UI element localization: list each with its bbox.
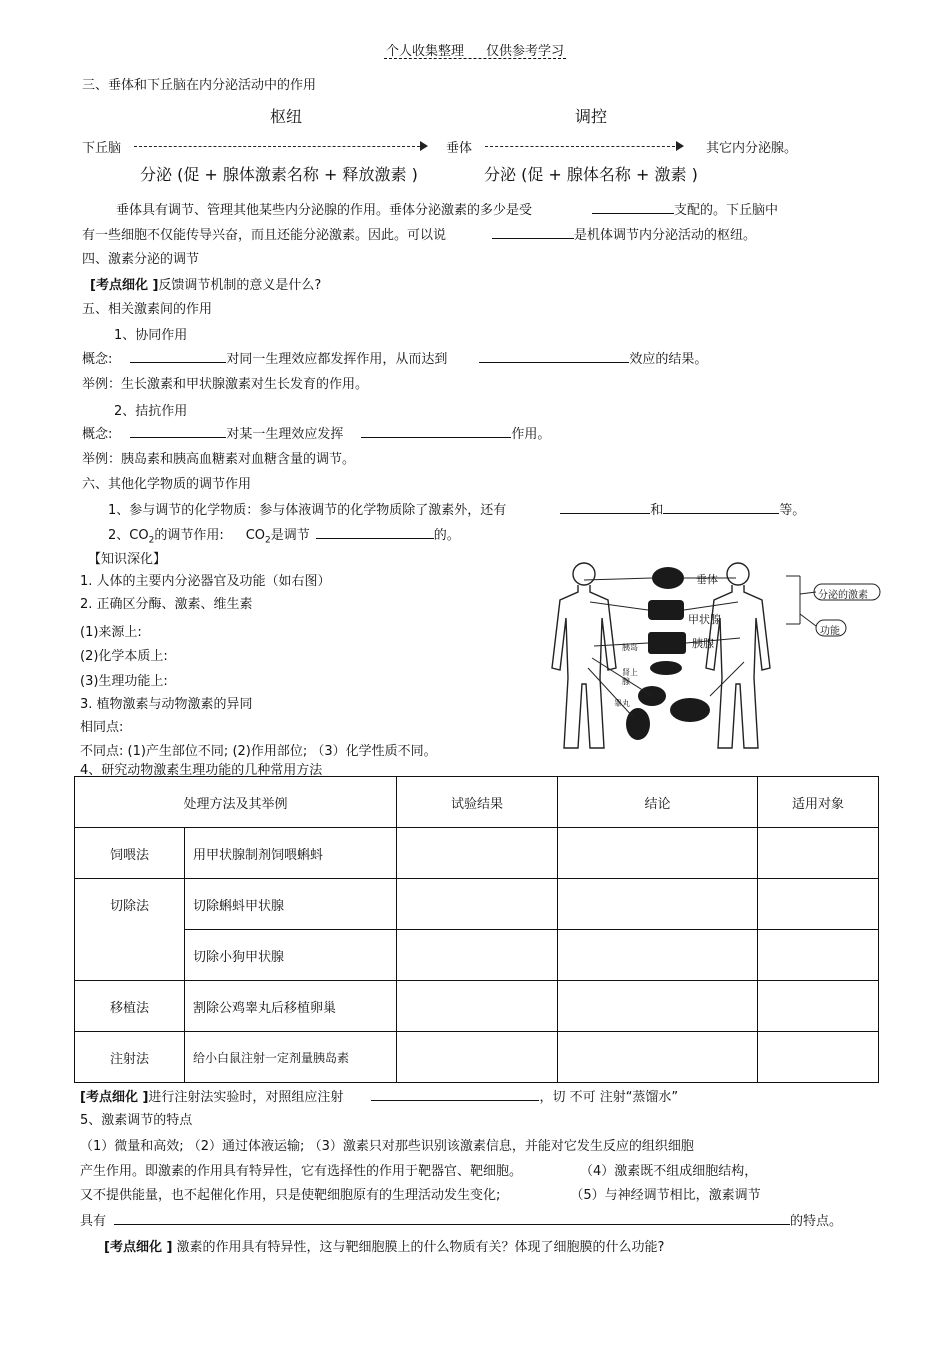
conclusion-cell[interactable] <box>558 981 758 1032</box>
result-cell[interactable] <box>397 879 558 930</box>
label-islet: 胰岛 <box>622 643 638 652</box>
answer-blank[interactable] <box>479 348 629 363</box>
example-cell: 切除小狗甲状腺 <box>185 930 397 981</box>
deep-5: (3)生理功能上: <box>80 674 168 689</box>
methods-table <box>74 776 879 1083</box>
example-cell: 给小白鼠注射一定剂量胰岛素 <box>185 1032 397 1083</box>
antagonism-example: 举例：胰岛素和胰高血糖素对血糖含量的调节。 <box>82 452 356 467</box>
antagonism-concept: 概念: 对某一生理效应发挥 作用。 <box>82 423 550 442</box>
table-row <box>75 930 879 981</box>
section-5-title: 五、相关激素间的作用 <box>82 302 213 317</box>
paragraph-line-1: 垂体具有调节、管理其他某些内分泌腺的作用。垂体分泌激素的多少是受 支配的。下丘脑中 <box>116 199 778 218</box>
example-cell: 割除公鸡睾丸后移植卵巢 <box>185 981 397 1032</box>
section-6-title: 六、其他化学物质的调节作用 <box>82 477 252 492</box>
subject-cell[interactable] <box>758 981 879 1032</box>
label-thyroid: 甲状腺 <box>688 613 721 626</box>
header-result: 试验结果 <box>397 777 558 828</box>
features-line-1: （1）微量和高效; （2）通过体液运输; （3）激素只对那些识别该激素信息，并能对它发生反应的组织细胞 <box>80 1139 694 1154</box>
label-regulate: 调控 <box>575 107 608 126</box>
result-cell[interactable] <box>397 828 558 879</box>
flow-arrow-2 <box>485 146 675 147</box>
deep-6: 3. 植物激素与动物激素的异同 <box>80 697 253 712</box>
features-title: 5、激素调节的特点 <box>80 1113 193 1128</box>
table-row <box>75 828 879 879</box>
header-conclusion: 结论 <box>558 777 758 828</box>
label-pancreas: 胰腺 <box>692 637 714 650</box>
section-3-title: 三、垂体和下丘脑在内分泌活动中的作用 <box>82 78 317 93</box>
answer-blank[interactable] <box>592 199 674 214</box>
deep-title: 【知识深化】 <box>88 552 167 567</box>
result-cell[interactable] <box>397 930 558 981</box>
table-row <box>75 1032 879 1083</box>
subject-cell[interactable] <box>758 879 879 930</box>
left-body-outline <box>552 563 616 748</box>
paragraph-line-2: 有一些细胞不仅能传导兴奋，而且还能分泌激素。因此。可以说 是机体调节内分泌活动的枢纽。 <box>82 224 756 243</box>
answer-blank[interactable] <box>560 499 650 514</box>
deep-4: (2)化学本质上: <box>80 649 168 664</box>
deep-7: 相同点: <box>80 720 124 735</box>
example-cell: 用甲状腺制剂饲喂蝌蚪 <box>185 828 397 879</box>
deep-1: 1. 人体的主要内分泌器官及功能（如右图） <box>80 574 331 589</box>
answer-blank[interactable] <box>316 524 434 539</box>
deep-8: 不同点: (1)产生部位不同; (2)作用部位; （3）化学性质不同。 <box>80 744 437 759</box>
page-header: 个人收集整理 仅供参考学习 <box>385 44 565 59</box>
node-hypothalamus: 下丘脑 <box>82 141 122 156</box>
label-function: 功能 <box>820 626 840 637</box>
node-other-glands: 其它内分泌腺。 <box>706 141 798 156</box>
section-4-title: 四、激素分泌的调节 <box>82 252 200 267</box>
label-hub: 枢纽 <box>270 107 303 126</box>
conclusion-cell[interactable] <box>558 828 758 879</box>
conclusion-cell[interactable] <box>558 1032 758 1083</box>
header-subject: 适用对象 <box>758 777 879 828</box>
exam-point-3: [考点细化 ] 激素的作用具有特异性，这与靶细胞膜上的什么物质有关？体现了细胞膜的什么功能? <box>104 1240 665 1255</box>
label-pituitary: 垂体 <box>696 573 718 586</box>
arrowhead-1 <box>420 141 428 151</box>
synergy-example: 举例：生长激素和甲状腺激素对生长发育的作用。 <box>82 377 369 392</box>
features-line-3: 又不提供能量，也不起催化作用，只是使靶细胞原有的生理活动发生变化; （5）与神经调节相比，激素调节 <box>80 1188 761 1203</box>
subject-cell[interactable] <box>758 1032 879 1083</box>
answer-blank[interactable] <box>361 423 511 438</box>
result-cell[interactable] <box>397 981 558 1032</box>
table-row <box>75 981 879 1032</box>
answer-blank[interactable] <box>130 423 226 438</box>
conclusion-cell[interactable] <box>558 879 758 930</box>
features-line-4: 具有 的特点。 <box>80 1210 842 1229</box>
endocrine-diagram <box>548 558 888 754</box>
antagonism-title: 2、拮抗作用 <box>114 404 188 419</box>
method-cell: 饲喂法 <box>75 828 185 879</box>
label-testis: 睾丸 <box>614 699 630 708</box>
label-secreted: 分泌的激素 <box>818 590 868 601</box>
result-cell[interactable] <box>397 1032 558 1083</box>
method-cell: 注射法 <box>75 1032 185 1083</box>
deep-2: 2. 正确区分酶、激素、维生素 <box>80 597 253 612</box>
method-cell: 移植法 <box>75 981 185 1032</box>
secretion-left: 分泌 (促 + 腺体激素名称 + 释放激素 ) <box>140 165 418 184</box>
subject-cell[interactable] <box>758 828 879 879</box>
node-pituitary: 垂体 <box>446 141 473 156</box>
header-method: 处理方法及其举例 <box>75 777 397 828</box>
answer-blank[interactable] <box>130 348 226 363</box>
deep-9: 4、研究动物激素生理功能的几种常用方法 <box>80 763 323 778</box>
arrowhead-2 <box>676 141 684 151</box>
answer-blank[interactable] <box>371 1086 539 1101</box>
answer-blank[interactable] <box>663 499 779 514</box>
example-cell: 切除蝌蚪甲状腺 <box>185 879 397 930</box>
table-header-row <box>75 777 879 828</box>
label-adrenal: 肾上腺 <box>622 668 638 686</box>
deep-3: (1)来源上: <box>80 625 142 640</box>
table-row <box>75 879 879 930</box>
right-body-outline <box>706 563 770 748</box>
method-cell: 切除法 <box>75 879 185 981</box>
secretion-right: 分泌 (促 + 腺体名称 + 激素 ) <box>484 165 698 184</box>
organ-images <box>626 567 710 740</box>
subject-cell[interactable] <box>758 930 879 981</box>
exam-point-1: [考点细化 ]反馈调节机制的意义是什么? <box>90 278 322 293</box>
flow-arrow-1 <box>134 146 420 147</box>
answer-blank[interactable] <box>114 1210 790 1225</box>
header-divider <box>384 58 566 59</box>
conclusion-cell[interactable] <box>558 930 758 981</box>
co2-line: 2、$CO_2$的调节作用: $CO_2$是调节 的。 <box>108 524 460 546</box>
synergy-title: 1、协同作用 <box>114 328 188 343</box>
answer-blank[interactable] <box>492 224 574 239</box>
synergy-concept: 概念: 对同一生理效应都发挥作用，从而达到 效应的结果。 <box>82 348 707 367</box>
chem-line-1: 1、参与调节的化学物质：参与体液调节的化学物质除了激素外，还有 和 等。 <box>108 499 805 518</box>
features-line-2: 产生作用。即激素的作用具有特异性，它有选择性的作用于靶器官、靶细胞。 （4）激素既不组成细胞结构， <box>80 1164 758 1179</box>
exam-point-2: [考点细化 ]进行注射法实验时，对照组应注射 ，切 不可 注射“蒸馏水” <box>80 1086 678 1105</box>
